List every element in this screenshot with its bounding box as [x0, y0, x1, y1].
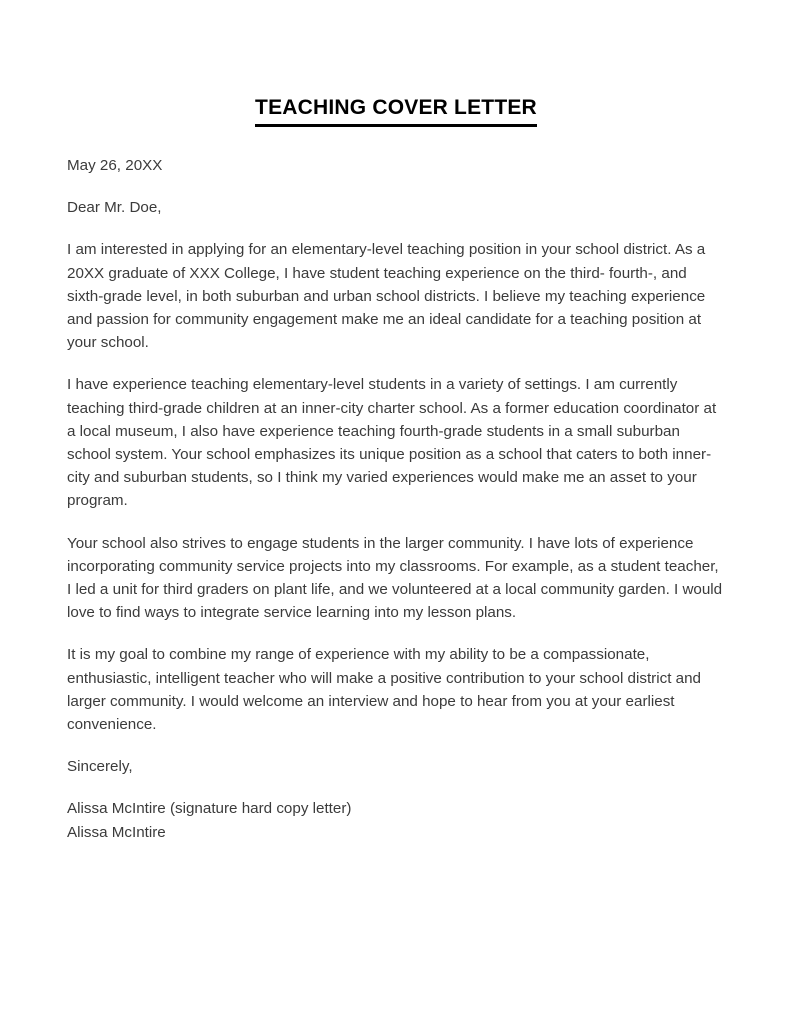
- signature-line-name: Alissa McIntire: [67, 823, 166, 841]
- letter-salutation: Dear Mr. Doe,: [67, 199, 162, 217]
- page-title: [67, 0, 725, 127]
- letter-paragraph-2: I have experience teaching elementary-level students in a variety of settings. I am currently teaching third-grade children at an inner-city charter school. As a former education coordinator at a local museum, I also have experience teaching fourth-grade students in a small suburban school system. Your school emphasizes its unique position as a school that caters to both inner-city and suburban students, so I think my varied experiences would make me an asset to your program.: [67, 376, 717, 510]
- signature-block: [67, 778, 725, 843]
- letter-closing: Sincerely,: [67, 758, 133, 776]
- letter-paragraph-1: I am interested in applying for an elementary-level teaching position in your school district. As a 20XX graduate of XXX College, I have student teaching experience on the third- fourth-, and sixth-grade level, in both suburban and urban school districts. I believe my teaching experience and passion for community engagement make me an ideal candidate for a teaching position at your school.: [67, 241, 706, 352]
- letter-paragraph-4: It is my goal to combine my range of experience with my ability to be a compassionate, enthusiastic, intelligent teacher who will make a positive contribution to your school district and larger community. I would welcome an interview and hope to hear from you at your earliest convenience.: [67, 646, 701, 734]
- letter-date: May 26, 20XX: [67, 157, 163, 174]
- page-title-text: TEACHING COVER LETTER: [255, 95, 537, 127]
- letter-paragraph-3: Your school also strives to engage students in the larger community. I have lots of experience incorporating community service projects into my classrooms. For example, as a student teacher, I led a unit for third graders on plant life, and we volunteered at a local community garden. I would love to find ways to integrate service learning into my lesson plans.: [67, 534, 723, 622]
- letter-container: [67, 0, 725, 844]
- letter-body: [67, 154, 725, 844]
- signature-line-note: Alissa McIntire (signature hard copy letter): [67, 800, 352, 818]
